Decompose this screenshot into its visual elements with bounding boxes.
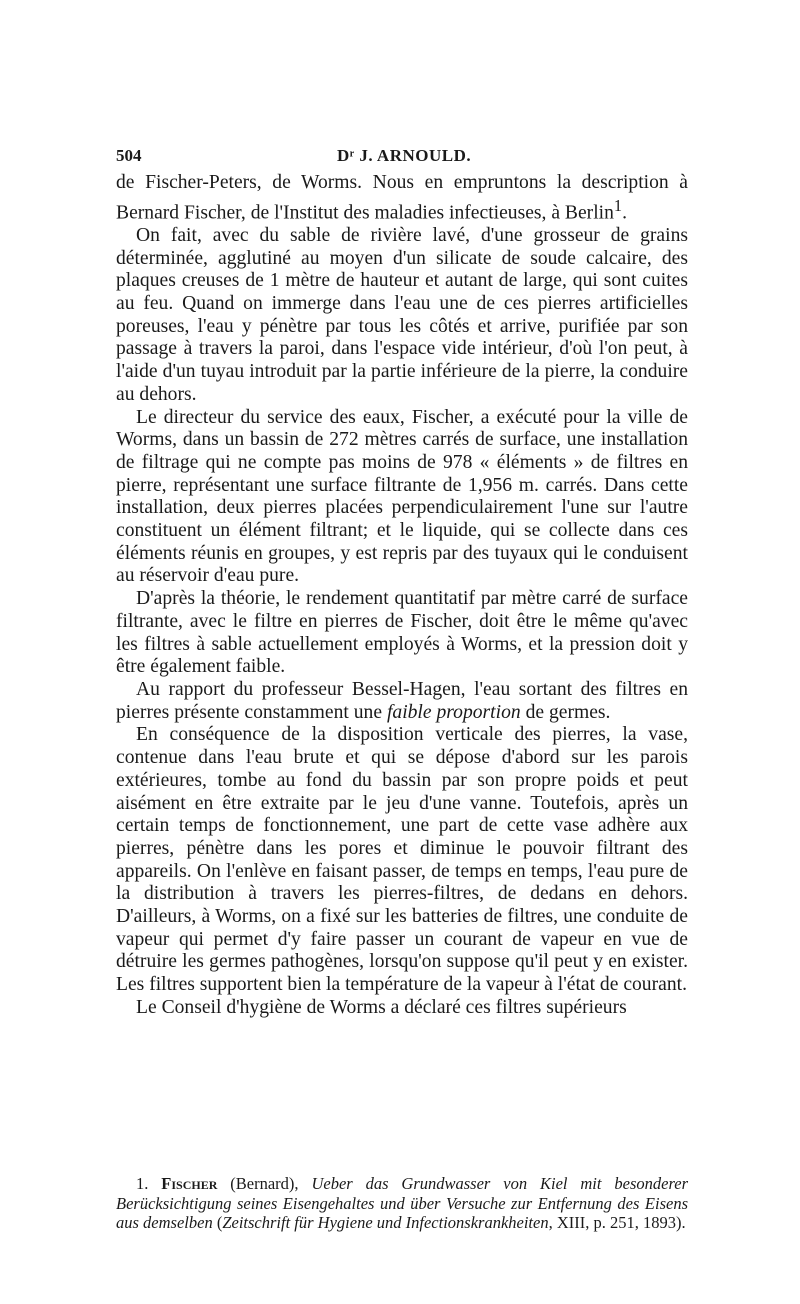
paragraph-1-end: .	[622, 202, 627, 224]
footnote-journal-open: (	[212, 1213, 223, 1232]
paragraph-5	[116, 679, 688, 724]
footnote-author-rest: (Bernard),	[217, 1174, 312, 1193]
footnote	[116, 1174, 688, 1233]
paragraph-5-end: de germes.	[520, 701, 611, 723]
footnote-citation: , XIII, p. 251, 1893).	[548, 1213, 686, 1232]
paragraph-4: D'après la théorie, le rendement quantitatif par mètre carré de surface filtrante, avec le filtre en pierres de Fischer, doit être le même qu'avec les filtres à sable actuellement employés à Worms, et la pression doit y être également faible.	[116, 588, 688, 678]
paragraph-5-start: Au rapport du professeur Bessel-Hagen, l'eau sortant des filtres en pierres présente constamment une	[116, 679, 688, 723]
body-text	[116, 172, 688, 1020]
page-number: 504	[116, 146, 142, 165]
running-title: Dʳ J. ARNOULD.	[337, 146, 472, 165]
footnote-title: Ueber das Grundwasser von Kiel mit besonderer Berücksichtigung seines Eisengehaltes und über Versuche zur Entfernung des Eisens aus demselben	[116, 1174, 688, 1232]
paragraph-3: Le directeur du service des eaux, Fischer, a exécuté pour la ville de Worms, dans un bassin de 272 mètres carrés de surface, une installation de filtrage qui ne compte pas moins de 978 « éléments » de filtres en pierre, représentant une surface filtrante de 1,956 m. carrés. Dans cette installation, deux pierres placées perpendiculairement l'une sur l'autre constituent un élément filtrant; et le liquide, qui se collecte dans ces éléments réunis en groupes, y est repris par des tuyaux qui le conduisent au réservoir d'eau pure.	[116, 406, 688, 587]
footnote-entry	[116, 1174, 688, 1233]
footnote-reference: 1	[613, 195, 623, 215]
footnote-author: Fischer	[161, 1174, 218, 1193]
footnote-number: 1.	[136, 1174, 149, 1193]
paragraph-5-emphasis: faible proportion	[386, 701, 521, 723]
paragraph-1	[116, 172, 688, 225]
paragraph-2: On fait, avec du sable de rivière lavé, d'une grosseur de grains déterminée, agglutiné au moyen d'un silicate de soude calcaire, des plaques creuses de 1 mètre de hauteur et autant de large, qui sont cuites au feu. Quand on immerge dans l'eau une de ces pierres artificielles poreuses, l'eau y pénètre par tous les côtés et arrive, purifiée par son passage à travers la paroi, dans l'espace vide intérieur, d'où l'on peut, à l'aide d'un tuyau introduit par la partie inférieure de la pierre, la conduire au dehors.	[116, 224, 688, 405]
paragraph-1-text: de Fischer-Peters, de Worms. Nous en empruntons la description à Bernard Fischer, de l'Institut des maladies infectieuses, à Berlin	[116, 172, 688, 224]
paragraph-7: Le Conseil d'hygiène de Worms a déclaré ces filtres supérieurs	[136, 996, 627, 1018]
running-header	[116, 146, 688, 168]
paragraph-6: En conséquence de la disposition verticale des pierres, la vase, contenue dans l'eau brute et qui se dépose d'abord sur les parois extérieures, tombe au fond du bassin par son propre poids et peut aisément en être extraite par le jeu d'une vanne. Toutefois, après un certain temps de fonctionnement, une part de cette vase adhère aux pierres, pénètre dans les pores et diminue le pouvoir filtrant des appareils. On l'enlève en faisant passer, de temps en temps, l'eau pure de la distribution à travers les pierres-filtres, de dedans en dehors. D'ailleurs, à Worms, on a fixé sur les batteries de filtres, une conduite de vapeur qui permet d'y faire passer un courant de vapeur en vue de détruire les germes pathogènes, lorsqu'on suppose qu'il peut y en exister. Les filtres supportent bien la température de la vapeur à l'état de courant.	[116, 724, 688, 996]
footnote-journal: Zeitschrift für Hygiene und Infectionskrankheiten	[222, 1213, 549, 1232]
